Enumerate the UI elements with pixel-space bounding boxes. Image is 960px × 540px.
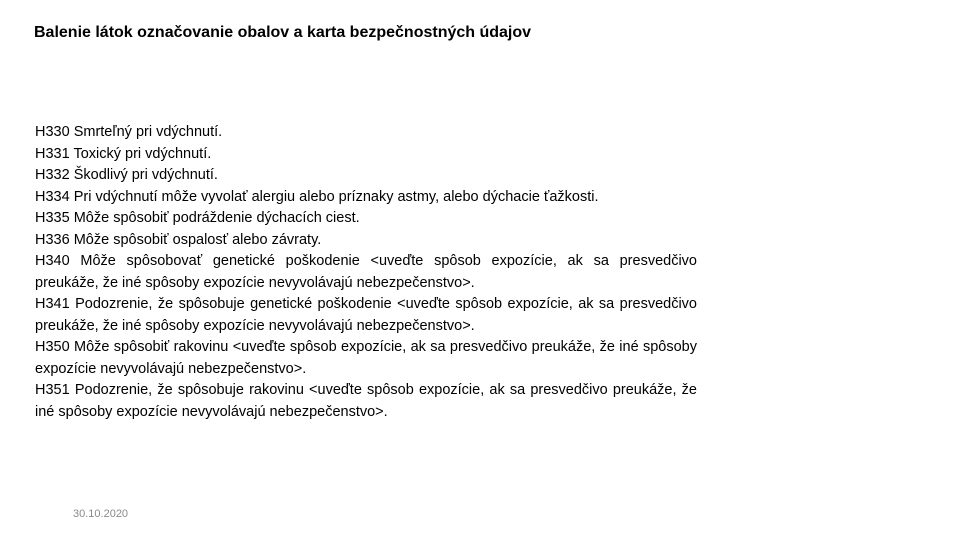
hazard-code: H334 bbox=[35, 188, 70, 205]
hazard-text: Smrteľný pri vdýchnutí. bbox=[73, 124, 223, 140]
hazard-statement bbox=[35, 251, 697, 294]
hazard-text: Môže spôsobovať genetické poškodenie <uveďte spôsob expozície, ak sa presvedčivo preukáže, že iné spôsoby expozície nevyvolávajú nebezpečenstvo>. bbox=[35, 253, 697, 291]
hazard-text: Môže spôsobiť rakovinu <uveďte spôsob expozície, ak sa presvedčivo preukáže, že iné spôsoby expozície nevyvolávajú nebezpečenstvo>. bbox=[35, 339, 697, 377]
hazard-code: H341 bbox=[35, 296, 70, 312]
hazard-code: H330 bbox=[35, 124, 70, 140]
hazard-code: H350 bbox=[35, 339, 70, 355]
hazard-statement bbox=[35, 122, 697, 144]
hazard-statement bbox=[35, 187, 697, 209]
hazard-text: Škodlivý pri vdýchnutí. bbox=[73, 167, 218, 183]
hazard-statement bbox=[35, 144, 697, 166]
hazard-statement bbox=[35, 294, 697, 337]
hazard-statement bbox=[35, 380, 697, 423]
hazard-text: Toxický pri vdýchnutí. bbox=[73, 145, 212, 162]
hazard-statement-list bbox=[35, 122, 697, 423]
hazard-text: Môže spôsobiť podráždenie dýchacích ciest. bbox=[73, 210, 360, 226]
hazard-text: Podozrenie, že spôsobuje rakovinu <uveďte spôsob expozície, ak sa presvedčivo preukáže, že iné spôsoby expozície nevyvolávajú nebezpečenstvo>. bbox=[35, 382, 697, 420]
hazard-statement bbox=[35, 337, 697, 380]
footer-date: 30.10.2020 bbox=[73, 508, 129, 520]
hazard-code: H340 bbox=[35, 253, 70, 269]
slide-title: Balenie látok označovanie obalov a karta bezpečnostných údajov bbox=[34, 24, 532, 41]
hazard-code: H336 bbox=[35, 231, 70, 248]
hazard-statement bbox=[35, 165, 697, 187]
hazard-code: H351 bbox=[35, 382, 70, 398]
hazard-statement bbox=[35, 208, 697, 230]
hazard-code: H332 bbox=[35, 167, 70, 183]
hazard-statement bbox=[35, 230, 697, 252]
hazard-text: Podozrenie, že spôsobuje genetické poškodenie <uveďte spôsob expozície, ak sa presvedčivo preukáže, že iné spôsoby expozície nevyvolávajú nebezpečenstvo>. bbox=[35, 296, 697, 334]
hazard-text: Pri vdýchnutí môže vyvolať alergiu alebo príznaky astmy, alebo dýchacie ťažkosti. bbox=[73, 188, 599, 205]
hazard-text: Môže spôsobiť ospalosť alebo závraty. bbox=[73, 231, 322, 248]
hazard-code: H335 bbox=[35, 210, 70, 226]
hazard-code: H331 bbox=[35, 145, 70, 162]
